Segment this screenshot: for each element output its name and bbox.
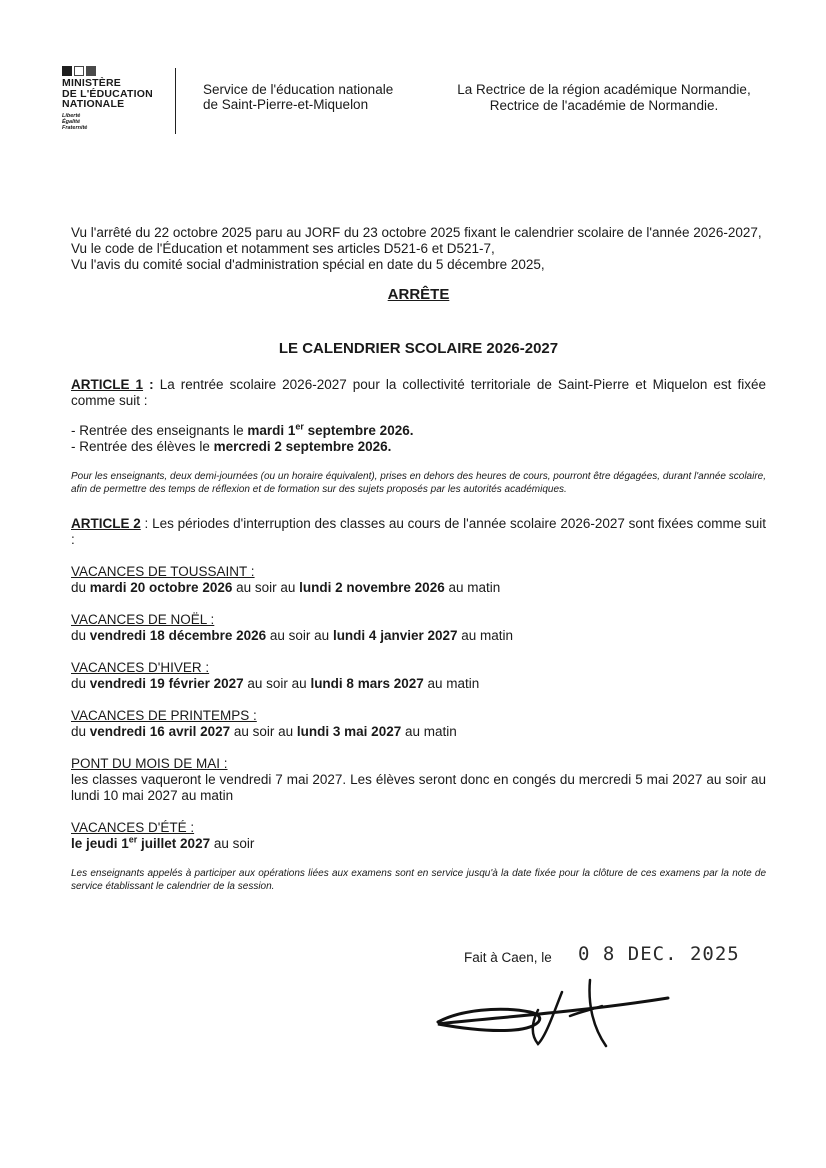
- rentree-enseignants: - Rentrée des enseignants le mardi 1er septembre 2026.: [71, 421, 414, 438]
- article-1-label: ARTICLE 1: [71, 377, 144, 392]
- teacher-note: Pour les enseignants, deux demi-journées (ou un horaire équivalent), prises en dehors des heures de cours, pourront être dégagées, durant l'année scolaire, afin de permettre des temps de réflexion et de formation sur des sujets proposés par les autorités académiques.: [71, 471, 766, 495]
- article-1-text: La rentrée scolaire 2026-2027 pour la collectivité territoriale de Saint-Pierre et Miquelon est fixée comme suit :: [71, 377, 766, 408]
- vacances-hiver: VACANCES D'HIVER : du vendredi 19 février 2027 au soir au lundi 8 mars 2027 au matin: [71, 660, 480, 691]
- article-1: ARTICLE 1 : La rentrée scolaire 2026-2027 pour la collectivité territoriale de Saint-Pierre et Miquelon est fixée comme suit :: [71, 377, 766, 408]
- signature-icon: [430, 972, 680, 1052]
- rentree-eleves: - Rentrée des élèves le mercredi 2 septembre 2026.: [71, 439, 392, 454]
- exam-note: Les enseignants appelés à participer aux opérations liées aux examens sont en service jusqu'à la date fixée pour la clôture de ces examens par la note de service établissant le calendrier de la session.: [71, 868, 766, 892]
- article-2-label: ARTICLE 2: [71, 516, 141, 531]
- article-2: ARTICLE 2 : Les périodes d'interruption des classes au cours de l'année scolaire 2026-2027 sont fixées comme suit :: [71, 516, 766, 547]
- calendar-title: LE CALENDRIER SCOLAIRE 2026-2027: [278, 340, 559, 357]
- arrete-title: ARRÊTE: [387, 286, 450, 303]
- pont-mai: PONT DU MOIS DE MAI : les classes vaqueront le vendredi 7 mai 2027. Les élèves seront donc en congés du mercredi 5 mai 2027 au soir au lundi 10 mai 2027 au matin: [71, 756, 766, 803]
- signoff-place: Fait à Caen, le: [464, 950, 552, 965]
- vacances-printemps: VACANCES DE PRINTEMPS : du vendredi 16 avril 2027 au soir au lundi 3 mai 2027 au matin: [71, 708, 457, 739]
- ministry-name: MINISTÈRE DE L'ÉDUCATION NATIONALE: [62, 77, 153, 110]
- rectrice-title: La Rectrice de la région académique Normandie, Rectrice de l'académie de Normandie.: [457, 82, 751, 113]
- article-2-text: Les périodes d'interruption des classes au cours de l'année scolaire 2026-2027 sont fixées comme suit :: [71, 516, 766, 547]
- preamble-1: Vu l'arrêté du 22 octobre 2025 paru au JORF du 23 octobre 2025 fixant le calendrier scolaire de l'année 2026-2027,: [71, 225, 762, 240]
- vacances-ete: VACANCES D'ÉTÉ : le jeudi 1er juillet 2027 au soir: [71, 820, 255, 851]
- preamble-3: Vu l'avis du comité social d'administration spécial en date du 5 décembre 2025,: [71, 257, 545, 272]
- vacances-noel: VACANCES DE NOËL : du vendredi 18 décembre 2026 au soir au lundi 4 janvier 2027 au matin: [71, 612, 514, 643]
- flag-icon: [62, 66, 172, 76]
- document-body: [71, 225, 766, 903]
- ministry-logo: [62, 66, 172, 131]
- republic-motto: Liberté Égalité Fraternité: [62, 112, 88, 131]
- preamble-2: Vu le code de l'Éducation et notamment ses articles D521-6 et D521-7,: [71, 241, 495, 256]
- vacances-toussaint: VACANCES DE TOUSSAINT : du mardi 20 octobre 2026 au soir au lundi 2 novembre 2026 au matin: [71, 564, 501, 595]
- header-divider: [175, 68, 176, 134]
- rentree-list: [71, 423, 766, 455]
- date-stamp: 0 8 DEC. 2025: [578, 943, 740, 965]
- service-name: Service de l'éducation nationale de Saint-Pierre-et-Miquelon: [203, 82, 394, 112]
